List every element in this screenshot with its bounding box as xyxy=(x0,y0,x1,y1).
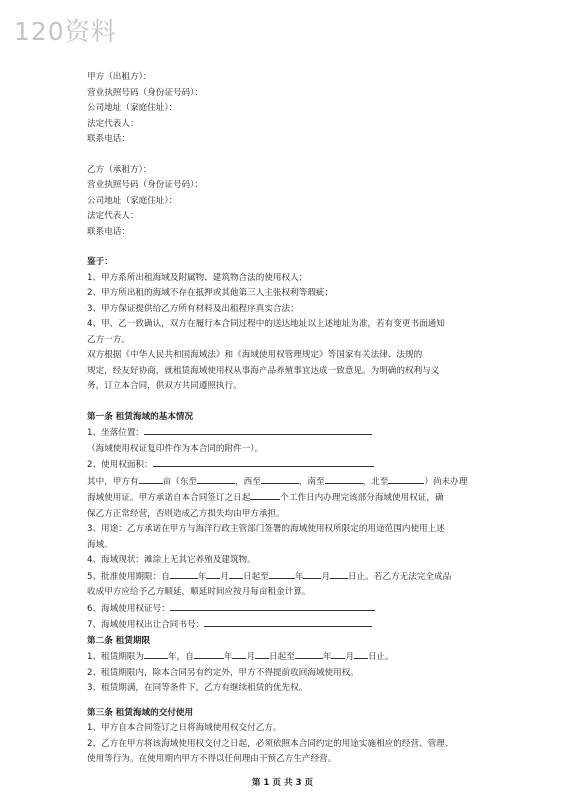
recital-line: 双方根据《中华人民共和国海域法》和《海域使用权管理规定》等国家有关法律、法规的 xyxy=(87,350,423,360)
cert-line-2: 保乙方正常经营，否则造成乙方损失均由甲方承担。 xyxy=(87,508,285,519)
status-line: 4、海域现状：滩涂上无其它养殖及建筑物。 xyxy=(87,555,256,565)
area-line: 2、使用权面积： xyxy=(87,457,512,474)
cert-line: 海域使用证。甲方承诺自本合同签订之日起 个工作日内办理完该部分海域使用权证，确 xyxy=(87,490,512,507)
watermark: 120资料 xyxy=(14,17,117,46)
delivery-line: 1、甲方自本合同签订之日将海域使用权交付乙方。 xyxy=(87,723,282,733)
recitals-heading: 鉴于： xyxy=(87,257,113,267)
recital-line: 乙方一方。 xyxy=(87,334,130,345)
party-a-license: 营业执照号码（身份证号码）： xyxy=(87,87,204,98)
party-a-rep: 法定代表人： xyxy=(87,118,139,129)
party-a-address: 公司地址（家庭住址）： xyxy=(87,103,178,113)
article-2 xyxy=(87,634,512,697)
recital-line: 2、甲方所出租的海域不存在抵押或其他第三人主张权利等瑕疵； xyxy=(87,288,334,298)
recitals-block xyxy=(87,255,512,395)
contract-body xyxy=(87,70,512,768)
location-note: （海域使用权证复印件作为本合同的附件一）。 xyxy=(87,443,264,454)
party-b-address: 公司地址（家庭住址）： xyxy=(87,195,178,206)
article-3-heading: 第三条 租赁海域的交付使用 xyxy=(87,707,194,718)
article-1 xyxy=(87,410,512,634)
approval-period-line: 5、批准使用期限：自 年 月 日起至 年 月 日止。若乙方无法完全成品 xyxy=(87,569,512,586)
location-line: 1、坐落位置： xyxy=(87,425,512,442)
party-b-license: 营业执照号码（身份证号码）： xyxy=(87,180,204,190)
lease-term-line-2: 2、租赁期限内，除本合同另有约定外，甲方不得提前收回海域使用权。 xyxy=(87,667,359,678)
recital-line: 务，订立本合同，供双方共同遵照执行。 xyxy=(87,381,242,391)
party-b-block xyxy=(87,163,512,241)
party-b-rep: 法定代表人： xyxy=(87,211,139,221)
recital-line: 3、甲方保证提供给乙方所有材料及出租程序真实合法； xyxy=(87,303,299,314)
usage-line-2: 海域。 xyxy=(87,539,113,550)
article-1-heading: 第一条 租赁海域的基本情况 xyxy=(87,411,194,422)
delivery-line-2: 2、乙方在甲方将该海域使用权交付之日起，必须依照本合同约定的用途实施相应的经营、管理、 xyxy=(87,738,454,749)
contract-number-line: 7、海域使用权出让合同书号： xyxy=(87,617,512,634)
lease-term-line: 1、租赁期限为 年，自 年 月 日起至 年 月 日止。 xyxy=(87,649,512,666)
page-footer: 第 1 页 共 3 页 xyxy=(251,778,314,788)
recital-line: 规定，经友好协商，就租赁海域使用权从事海产品养殖事宜达成一致意见。为明确的权利与义 xyxy=(87,365,440,376)
delivery-line-3: 使用等行为。在使用期内甲方不得以任何理由干预乙方生产经营。 xyxy=(87,754,337,764)
party-a-phone: 联系电话： xyxy=(87,134,130,144)
article-2-heading: 第二条 租赁期限 xyxy=(87,635,151,646)
usage-line: 3、用途：乙方承诺在甲方与海洋行政主管部门签署的海域使用权所限定的用途范围内使用上述 xyxy=(87,524,445,534)
party-b-phone: 联系电话： xyxy=(87,226,130,237)
party-b-title: 乙方（承租方）： xyxy=(87,164,152,175)
approval-period-line-2: 收成甲方应给予乙方顺延，顺延时间应按月每亩租金计算。 xyxy=(87,587,311,597)
party-a-title: 甲方（出租方）： xyxy=(87,72,152,82)
recital-line: 4、甲、乙一致确认，双方在履行本合同过程中的送达地址以上述地址为准，若有变更书面通知 xyxy=(87,319,445,329)
lease-term-line-3: 3、租赁期满，在同等条件下，乙方有继续租赁的优先权。 xyxy=(87,683,308,693)
area-detail-line: 其中，甲方有 亩（东至 ，西至 ，南至 ，北至 ）尚未办理 xyxy=(87,474,512,491)
cert-number-line: 6、海域使用权证号： xyxy=(87,601,512,618)
recital-line: 1、甲方系所出租海域及附属物、建筑物合法的使用权人； xyxy=(87,272,308,283)
article-3 xyxy=(87,706,512,768)
party-a-block xyxy=(87,70,512,148)
